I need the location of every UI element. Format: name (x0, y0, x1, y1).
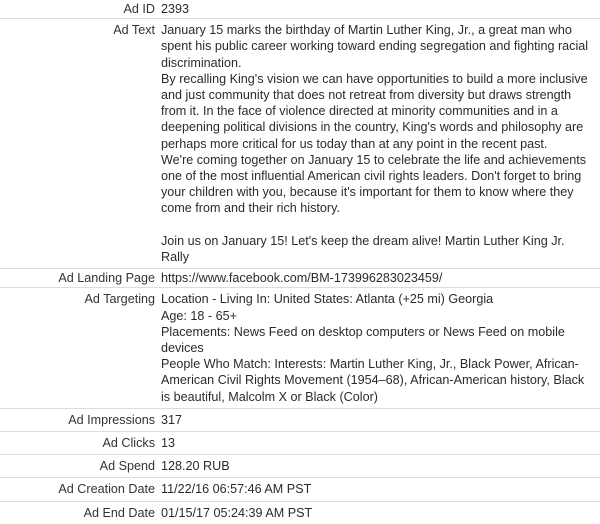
ad-targeting-value (161, 291, 591, 404)
row-ad-clicks (0, 431, 600, 454)
ad-landing-page-label: Ad Landing Page (58, 271, 155, 286)
row-ad-spend (0, 454, 600, 477)
ad-id-label: Ad ID (123, 2, 155, 16)
row-ad-id (0, 0, 600, 18)
ad-text-paragraph: Join us on January 15! Let's keep the dream alive! Martin Luther King Jr. Rally (161, 233, 565, 265)
ad-clicks-value: 13 (161, 436, 176, 451)
ad-clicks-label: Ad Clicks (102, 436, 155, 451)
ad-targeting-line: Location - Living In: United States: Atlanta (+25 mi) Georgia (161, 292, 494, 307)
ad-text-label: Ad Text (113, 23, 155, 38)
ad-creation-date-label: Ad Creation Date (58, 482, 155, 497)
ad-creation-date-value: 11/22/16 06:57:46 AM PST (161, 482, 312, 497)
ad-targeting-line: Age: 18 - 65+ (161, 308, 237, 323)
row-ad-targeting (0, 287, 600, 407)
ad-text-paragraph: January 15 marks the birthday of Martin Luther King, Jr., a great man who spent his public career working toward ending segregation and fighting racial discrimination. (161, 23, 589, 70)
row-ad-text (0, 18, 600, 268)
ad-text-paragraph: We're coming together on January 15 to celebrate the life and achievements one of the most influential American civil rights leaders. Don't forget to bring your children with you, because it's important for them to know where they come from and their rich history. (161, 152, 587, 216)
ad-end-date-value: 01/15/17 05:24:39 AM PST (161, 505, 313, 520)
ad-text-value (161, 22, 591, 265)
row-ad-landing-page (0, 268, 600, 287)
ad-impressions-value: 317 (161, 412, 183, 427)
ad-end-date-label: Ad End Date (83, 505, 155, 520)
ad-text-paragraph: By recalling King's vision we can have opportunities to build a more inclusive and just community that does not retreat from diversity but draws strength from it. In the face of violence directed at minority communities and in a deepening political divisions in the country, King's words and philosophy are perhaps more critical for us today than at any point in the recent past. (161, 71, 588, 151)
ad-spend-value: 128.20 RUB (161, 459, 230, 474)
ad-targeting-label: Ad Targeting (84, 292, 155, 307)
ad-targeting-line: People Who Match: Interests: Martin Luther King, Jr., Black Power, African-American Civil Rights Movement (1954–68), African-American history, Black is beautiful, Malcolm X or Black (Color) (161, 357, 585, 404)
row-ad-creation-date (0, 477, 600, 500)
ad-text-spacer (161, 217, 591, 233)
ad-id-value: 2393 (161, 2, 190, 16)
ad-landing-page-value: https://www.facebook.com/BM-173996283023459/ (161, 271, 443, 286)
ad-impressions-label: Ad Impressions (68, 412, 155, 427)
ad-targeting-line: Placements: News Feed on desktop computers or News Feed on mobile devices (161, 324, 565, 356)
ad-spend-label: Ad Spend (99, 459, 155, 474)
row-ad-impressions (0, 408, 600, 431)
row-ad-end-date (0, 501, 600, 524)
